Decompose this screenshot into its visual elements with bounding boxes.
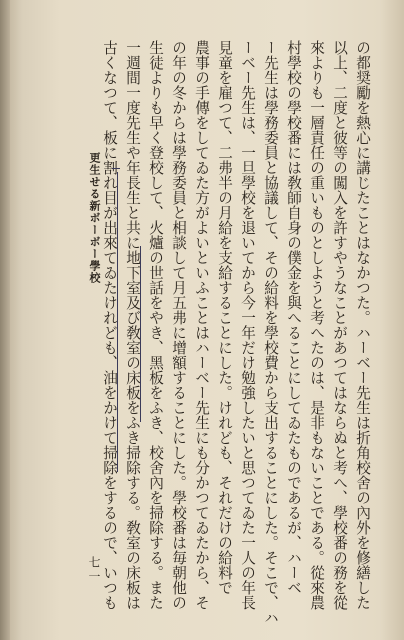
pen-underline-mark xyxy=(140,246,141,422)
page-number: 七一 xyxy=(87,556,101,584)
binding-edge xyxy=(0,0,10,640)
text-column: 以上、二度と彼等の闖入を許すやうなことがあつてはならぬと考へ、學校番の務を從 xyxy=(331,40,348,610)
text-column: ーベー先生は、一旦學校を退いてから今一年だけ勉強したいと思つてゐた一人の年長 xyxy=(239,40,256,610)
pen-bracket-mark xyxy=(112,168,120,169)
pencil-annotations xyxy=(18,4,78,94)
text-column: 來よりも一層責任の重いものとしようと考へたのは、是非もないことである。從來農 xyxy=(308,40,325,610)
text-column: ー先生は學務委員と協議して、その給料を學校費から支出することにした。そこで、ハ xyxy=(262,40,279,625)
pen-underline-mark xyxy=(117,172,118,472)
text-column: 古くなつて、板に割れ目が出來てゐたけれども、油をかけて掃除をするので、いつも xyxy=(101,40,118,610)
text-column: 生徒よりも早く登校して、火爐の世話をやき、黑板をふき、校舍內を掃除する。また xyxy=(147,40,164,610)
text-column: 村學校の學校番には敎師自身の僕金を與へることにしてゐたものであるが、ハーベ xyxy=(285,40,302,595)
text-column: 見童を雇つて、二弗半の月給を支給することにした。けれども、それだけの給料で xyxy=(216,40,233,595)
text-column: 一週間一度先生や年長生と共に地下室及び敎室の床板をふき掃除する。敎室の床板は xyxy=(124,40,141,610)
text-column: 農事の手傳をしてゐた方がよいといふことはハーベー先生にも分かつてゐたから、そ xyxy=(193,40,210,610)
text-column: の都奨勵を熱心に講じたことはなかつた。ハーベー先生は折角校舍の內外を修繕した xyxy=(354,40,371,610)
running-header: 更生せる新ボーボー學校 xyxy=(88,152,101,284)
text-column: の年の冬からは學務委員と相談して月五弗に增額することにした。學校番は毎朝他の xyxy=(170,40,187,610)
